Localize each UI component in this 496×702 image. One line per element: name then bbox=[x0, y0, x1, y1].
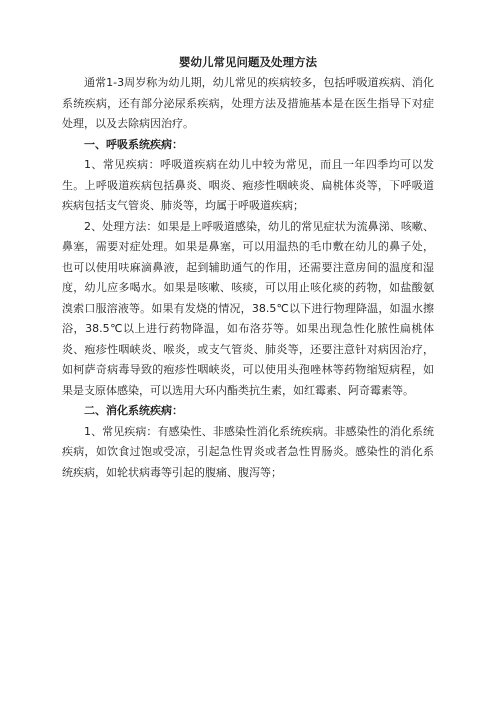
respiratory-common-diseases-paragraph: 1、常见疾病：呼吸道疾病在幼儿中较为常见，而且一年四季均可以发生。上呼吸道疾病包括鼻炎、咽炎、疱疹性咽峡炎、扁桃体炎等，下呼吸道疾病包括支气管炎、肺炎等，均属于呼吸道疾病； bbox=[62, 158, 434, 212]
section-heading-digestive: 二、消化系统疾病： bbox=[84, 404, 183, 417]
document-page bbox=[62, 52, 434, 483]
document-title: 婴幼儿常见问题及处理方法 bbox=[179, 55, 317, 69]
section-heading-respiratory: 一、呼吸系统疾病： bbox=[84, 137, 183, 151]
respiratory-treatment-paragraph: 2、处理方法：如果是上呼吸道感染，幼儿的常见症状为流鼻涕、咳嗽、鼻塞，需要对症处理。如果是鼻塞，可以用温热的毛巾敷在幼儿的鼻子处，也可以使用呋麻滴鼻液，起到辅助通气的作用，还需要注意房间的温度和湿度，幼儿应多喝水。如果是咳嗽、咳痰，可以用止咳化痰的药物，如盐酸氨溴索口服溶液等。如果有发烧的情况，38.5℃以下进行物理降温，如温水擦浴，38.5℃以上进行药物降温，如布洛芬等。如果出现急性化脓性扁桃体炎、疱疹性咽峡炎、喉炎，或支气管炎、肺炎等，还要注意针对病因治疗，如柯萨奇病毒导致的疱疹性咽峡炎，可以使用头孢唑林等药物缩短病程，如果是支原体感染，可以选用大环内酯类抗生素，如红霉素、阿奇霉素等。 bbox=[62, 219, 434, 397]
digestive-common-diseases-paragraph: 1、常见疾病：有感染性、非感染性消化系统疾病。非感染性的消化系统疾病，如饮食过饱或受凉，引起急性胃炎或者急性胃肠炎。感染性的消化系统疾病，如轮状病毒等引起的腹痛、腹泻等； bbox=[62, 424, 434, 479]
intro-paragraph: 通常1-3周岁称为幼儿期，幼儿常见的疾病较多，包括呼吸道疾病、消化系统疾病，还有部分泌尿系疾病，处理方法及措施基本是在医生指导下对症处理，以及去除病因治疗。 bbox=[62, 76, 434, 130]
